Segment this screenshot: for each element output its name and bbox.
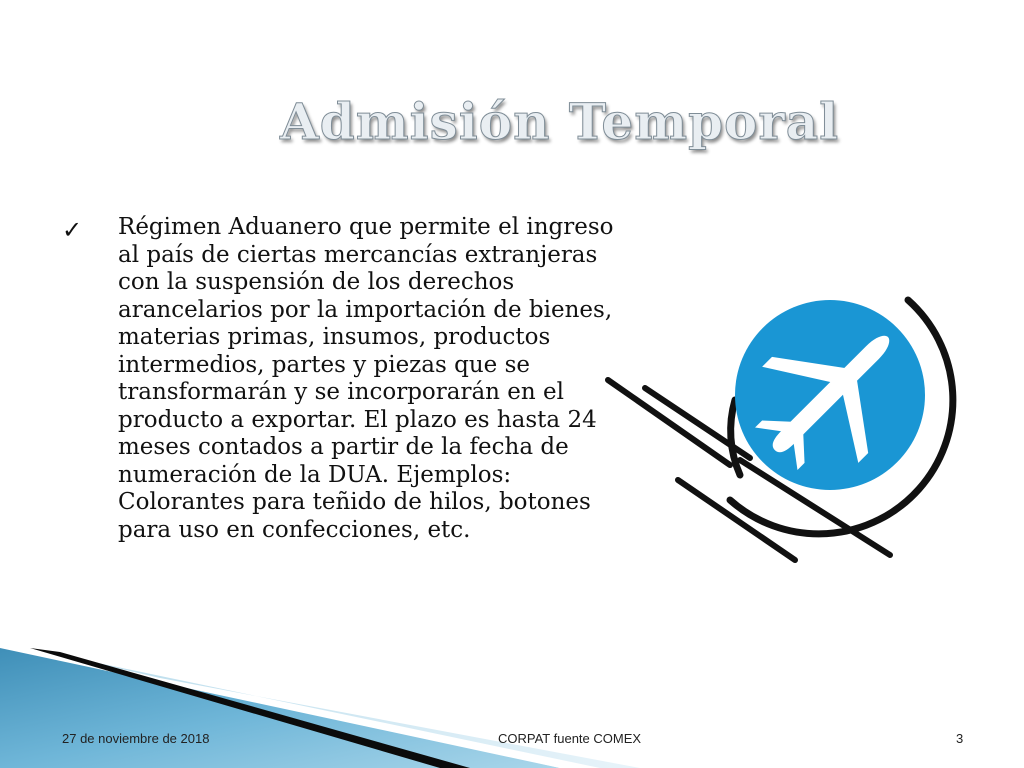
page-number: 3 [956,731,964,746]
footer-source: CORPAT fuente COMEX [498,731,642,746]
bullet-text: Régimen Aduanero que permite el ingreso al país de ciertas mercancías extranjeras con la suspensión de los derechos arancelarios por la importación de bienes, materias primas, insumos, productos intermedios, partes y piezas que se transformarán y se incorporarán en el producto a exportar. El plazo es hasta 24 meses contados a partir de la fecha de numeración de la DUA. Ejemplos: Colorantes para teñido de hilos, botones para uso en confecciones, etc. [118,214,614,543]
slide-title: Admisión Temporal [280,92,840,151]
checkmark-icon: ✓ [62,216,83,244]
footer-date: 27 de noviembre de 2018 [62,731,210,746]
airplane-icon [590,280,970,580]
